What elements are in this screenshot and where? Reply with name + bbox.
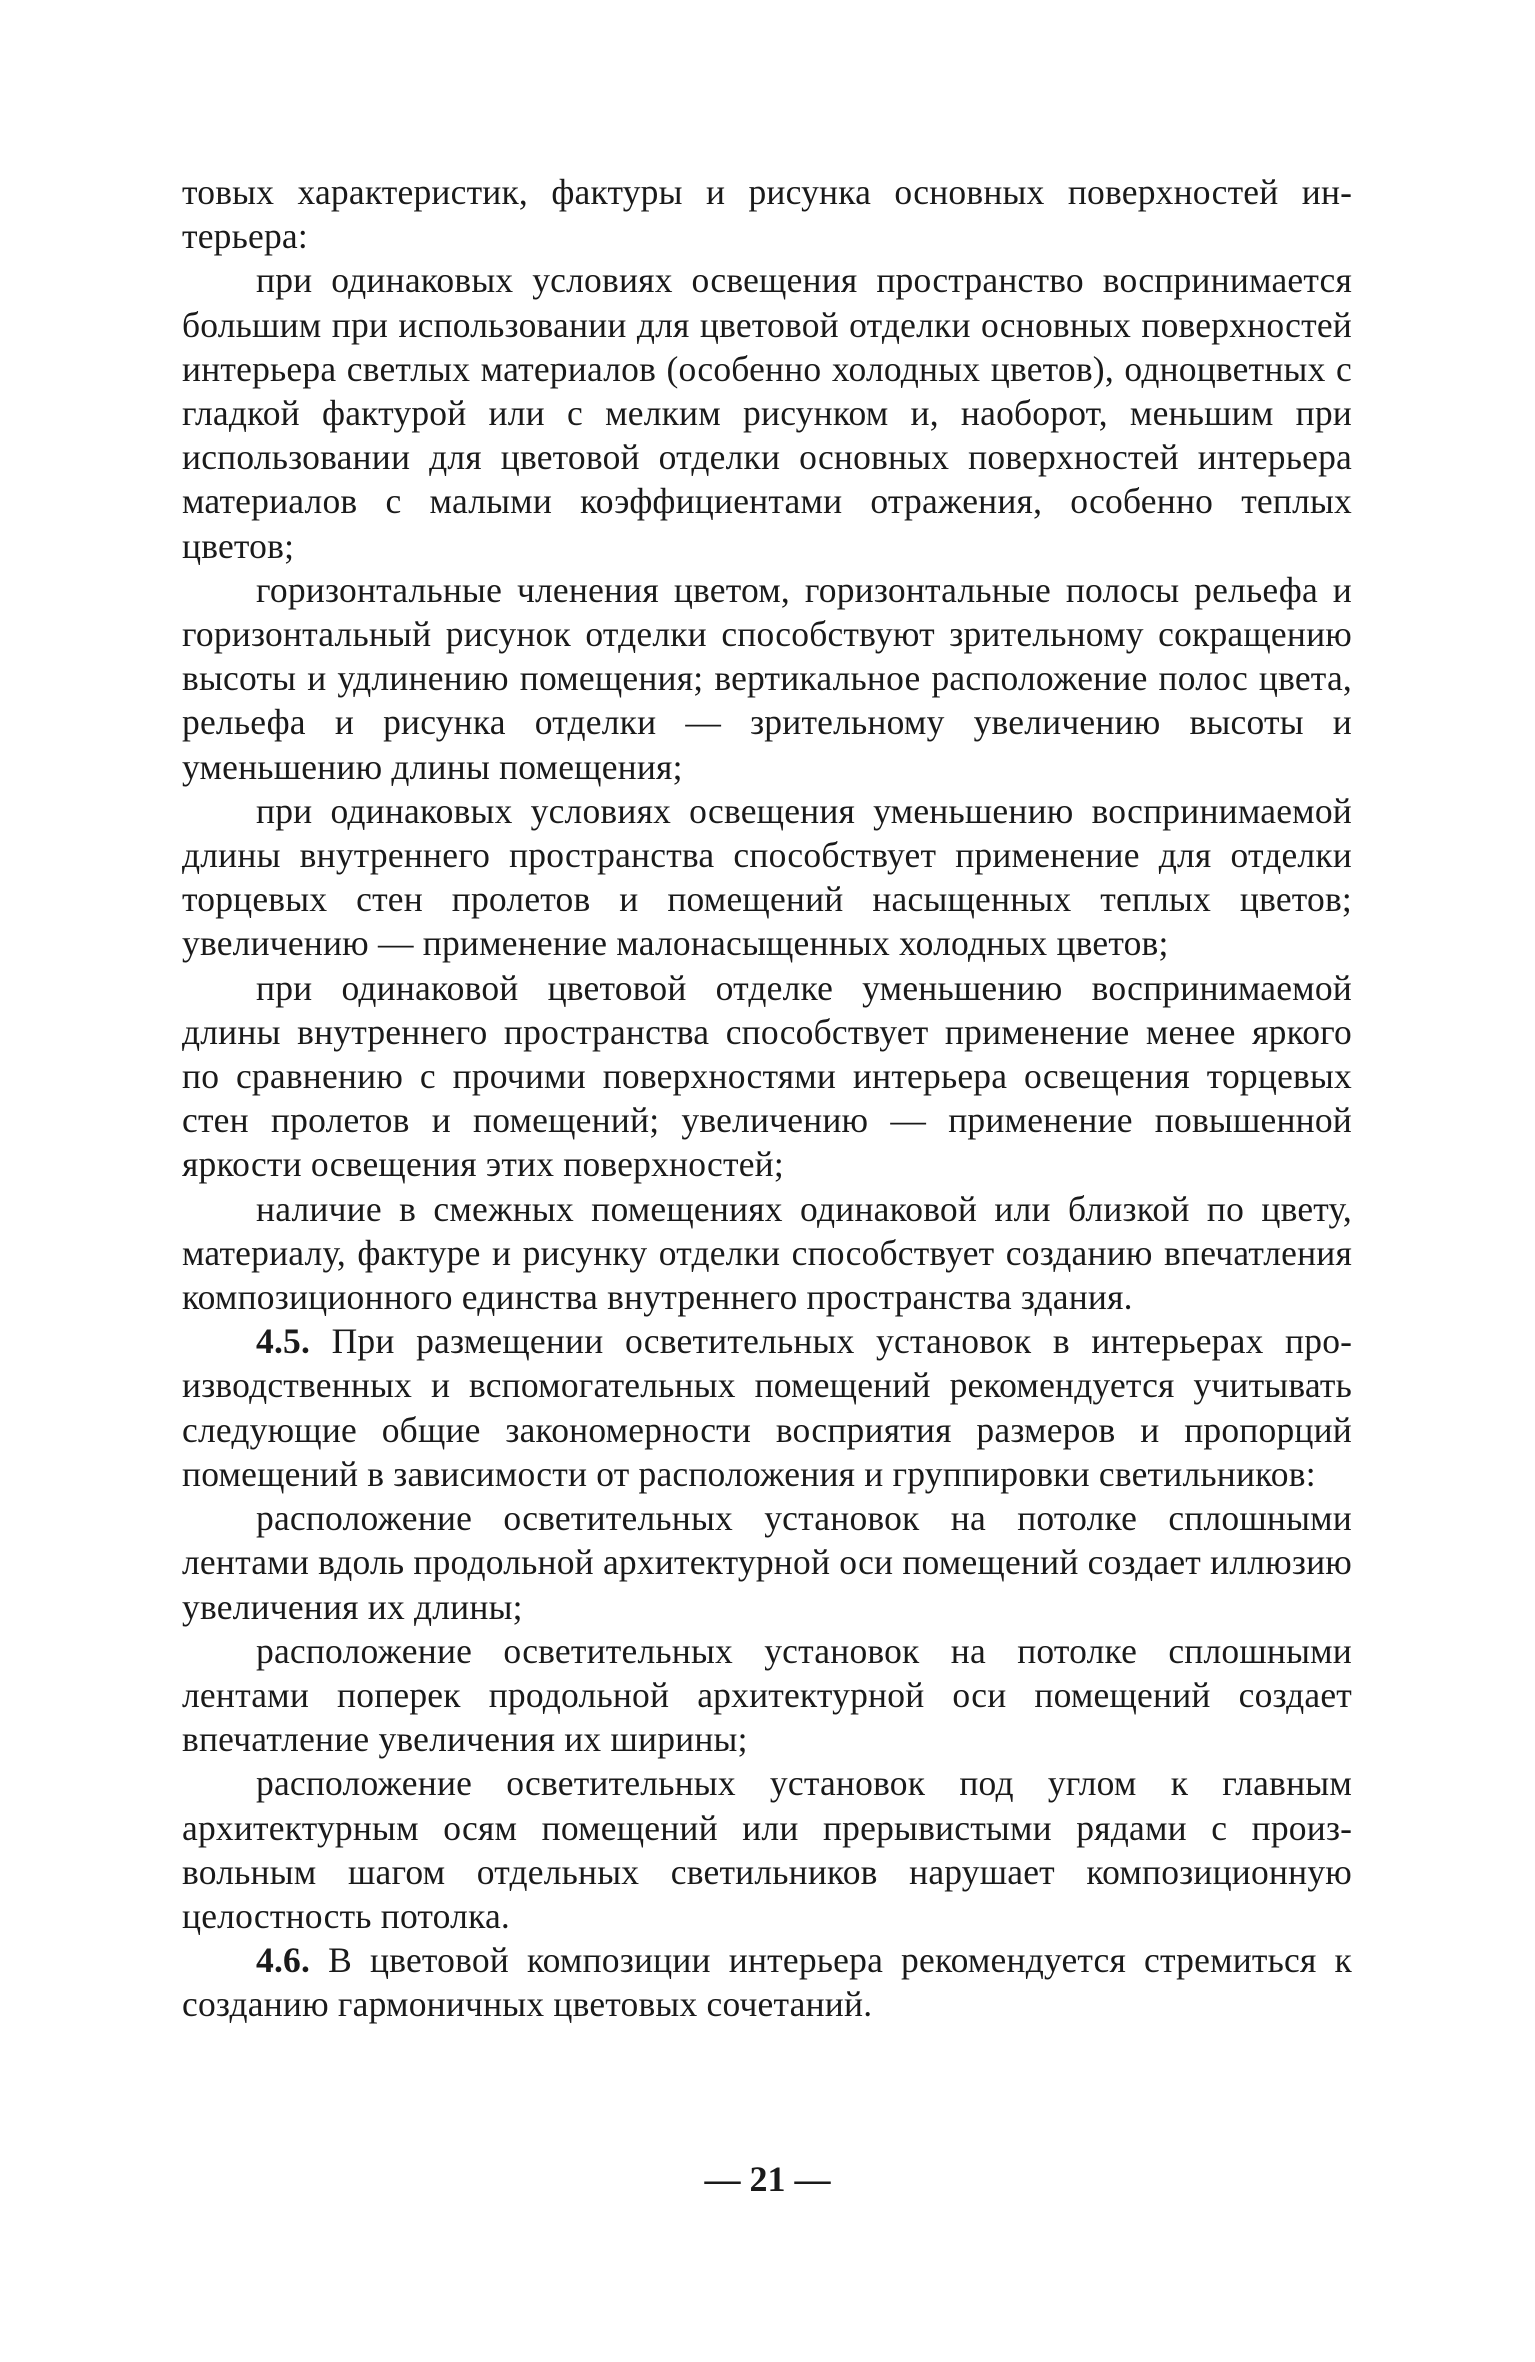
paragraph-text: при одинаковых условиях освещения пространство воспринимается большим при использовании для цветовой отделки основных поверхностей интерьера светлых материалов (особенно холодных цветов), одноцветных с гладкой фактурой или с мелким рисунком и, наоборот, меньшим при использовании для цветовой отделки основных поверхностей интерьера материалов с малыми коэффициентами отражения, особенно теплых цветов; xyxy=(182,260,1352,566)
paragraph-text: горизонтальные членения цветом, горизонтальные полосы рельефа и горизонтальный рисунок отделки способствуют зрительному сокращению высоты и удлинению помещения; вертикальное расположение полос цвета, рельефа и рисунка отделки — зрительному увеличению высоты и уменьшению длины помещения; xyxy=(182,569,1352,787)
paragraph-text: При размещении осветительных установок в интерьерах производственных и вспомогательных помещений рекомендуется учитывать следующие общие закономерности восприятия размеров и пропорций помещений в зависимости от расположения и группировки светильников: xyxy=(182,1321,1352,1494)
paragraph xyxy=(182,1761,1352,1938)
section-number: 4.5. xyxy=(256,1321,311,1362)
paragraph xyxy=(182,1629,1352,1762)
section-paragraph-4-6 xyxy=(182,1938,1352,2026)
paragraph-text: расположение осветительных установок на потолке сплошными лентами поперек продольной архитектурной оси помещений создает впечатление увеличения их ширины; xyxy=(182,1630,1352,1760)
page-number: — 21 — xyxy=(704,2159,831,2199)
paragraph xyxy=(182,966,1352,1187)
paragraph xyxy=(182,258,1352,567)
page-body xyxy=(182,170,1352,2027)
paragraph-text: при одинаковой цветовой отделке уменьшению воспринимаемой длины внутреннего пространства способствует применение менее яркого по сравнению с прочими поверхностями интерьера освещения торцевых стен пролетов и помещений; увеличению — применение повышенной яркости освещения этих поверхностей; xyxy=(182,967,1352,1185)
section-paragraph-4-5 xyxy=(182,1319,1352,1496)
paragraph xyxy=(182,568,1352,789)
paragraph-text: В цветовой композиции интерьера рекомендуется стремиться к созданию гармоничных цветовых сочетаний. xyxy=(182,1940,1352,2025)
paragraph xyxy=(182,789,1352,966)
section-number: 4.6. xyxy=(256,1940,311,1981)
paragraph-text: расположение осветительных установок на потолке сплошными лентами вдоль продольной архитектурной оси помещений создает иллюзию увеличения их длины; xyxy=(182,1498,1352,1627)
paragraph-text: товых характеристик, фактуры и рисунка основных поверхностей интерьера: xyxy=(182,172,1352,257)
paragraph xyxy=(182,1187,1352,1320)
paragraph-text: при одинаковых условиях освещения уменьшению воспринимаемой длины внутреннего пространства способствует применение для отделки торцевых стен пролетов и помещений насыщенных теплых цветов; увеличению — применение малонасыщенных холодных цветов; xyxy=(182,790,1352,964)
paragraph-text: расположение осветительных установок под углом к главным архитектурным осям помещений или прерывистыми рядами с произвольным шагом отдельных светильников нарушает композиционную целостность потолка. xyxy=(182,1763,1352,1936)
paragraph-text: наличие в смежных помещениях одинаковой или близкой по цвету, материалу, фактуре и рисунку отделки способствует созданию впечатления композиционного единства внутреннего пространства здания. xyxy=(182,1188,1352,1318)
paragraph xyxy=(182,1496,1352,1629)
paragraph-continuation xyxy=(182,170,1352,258)
